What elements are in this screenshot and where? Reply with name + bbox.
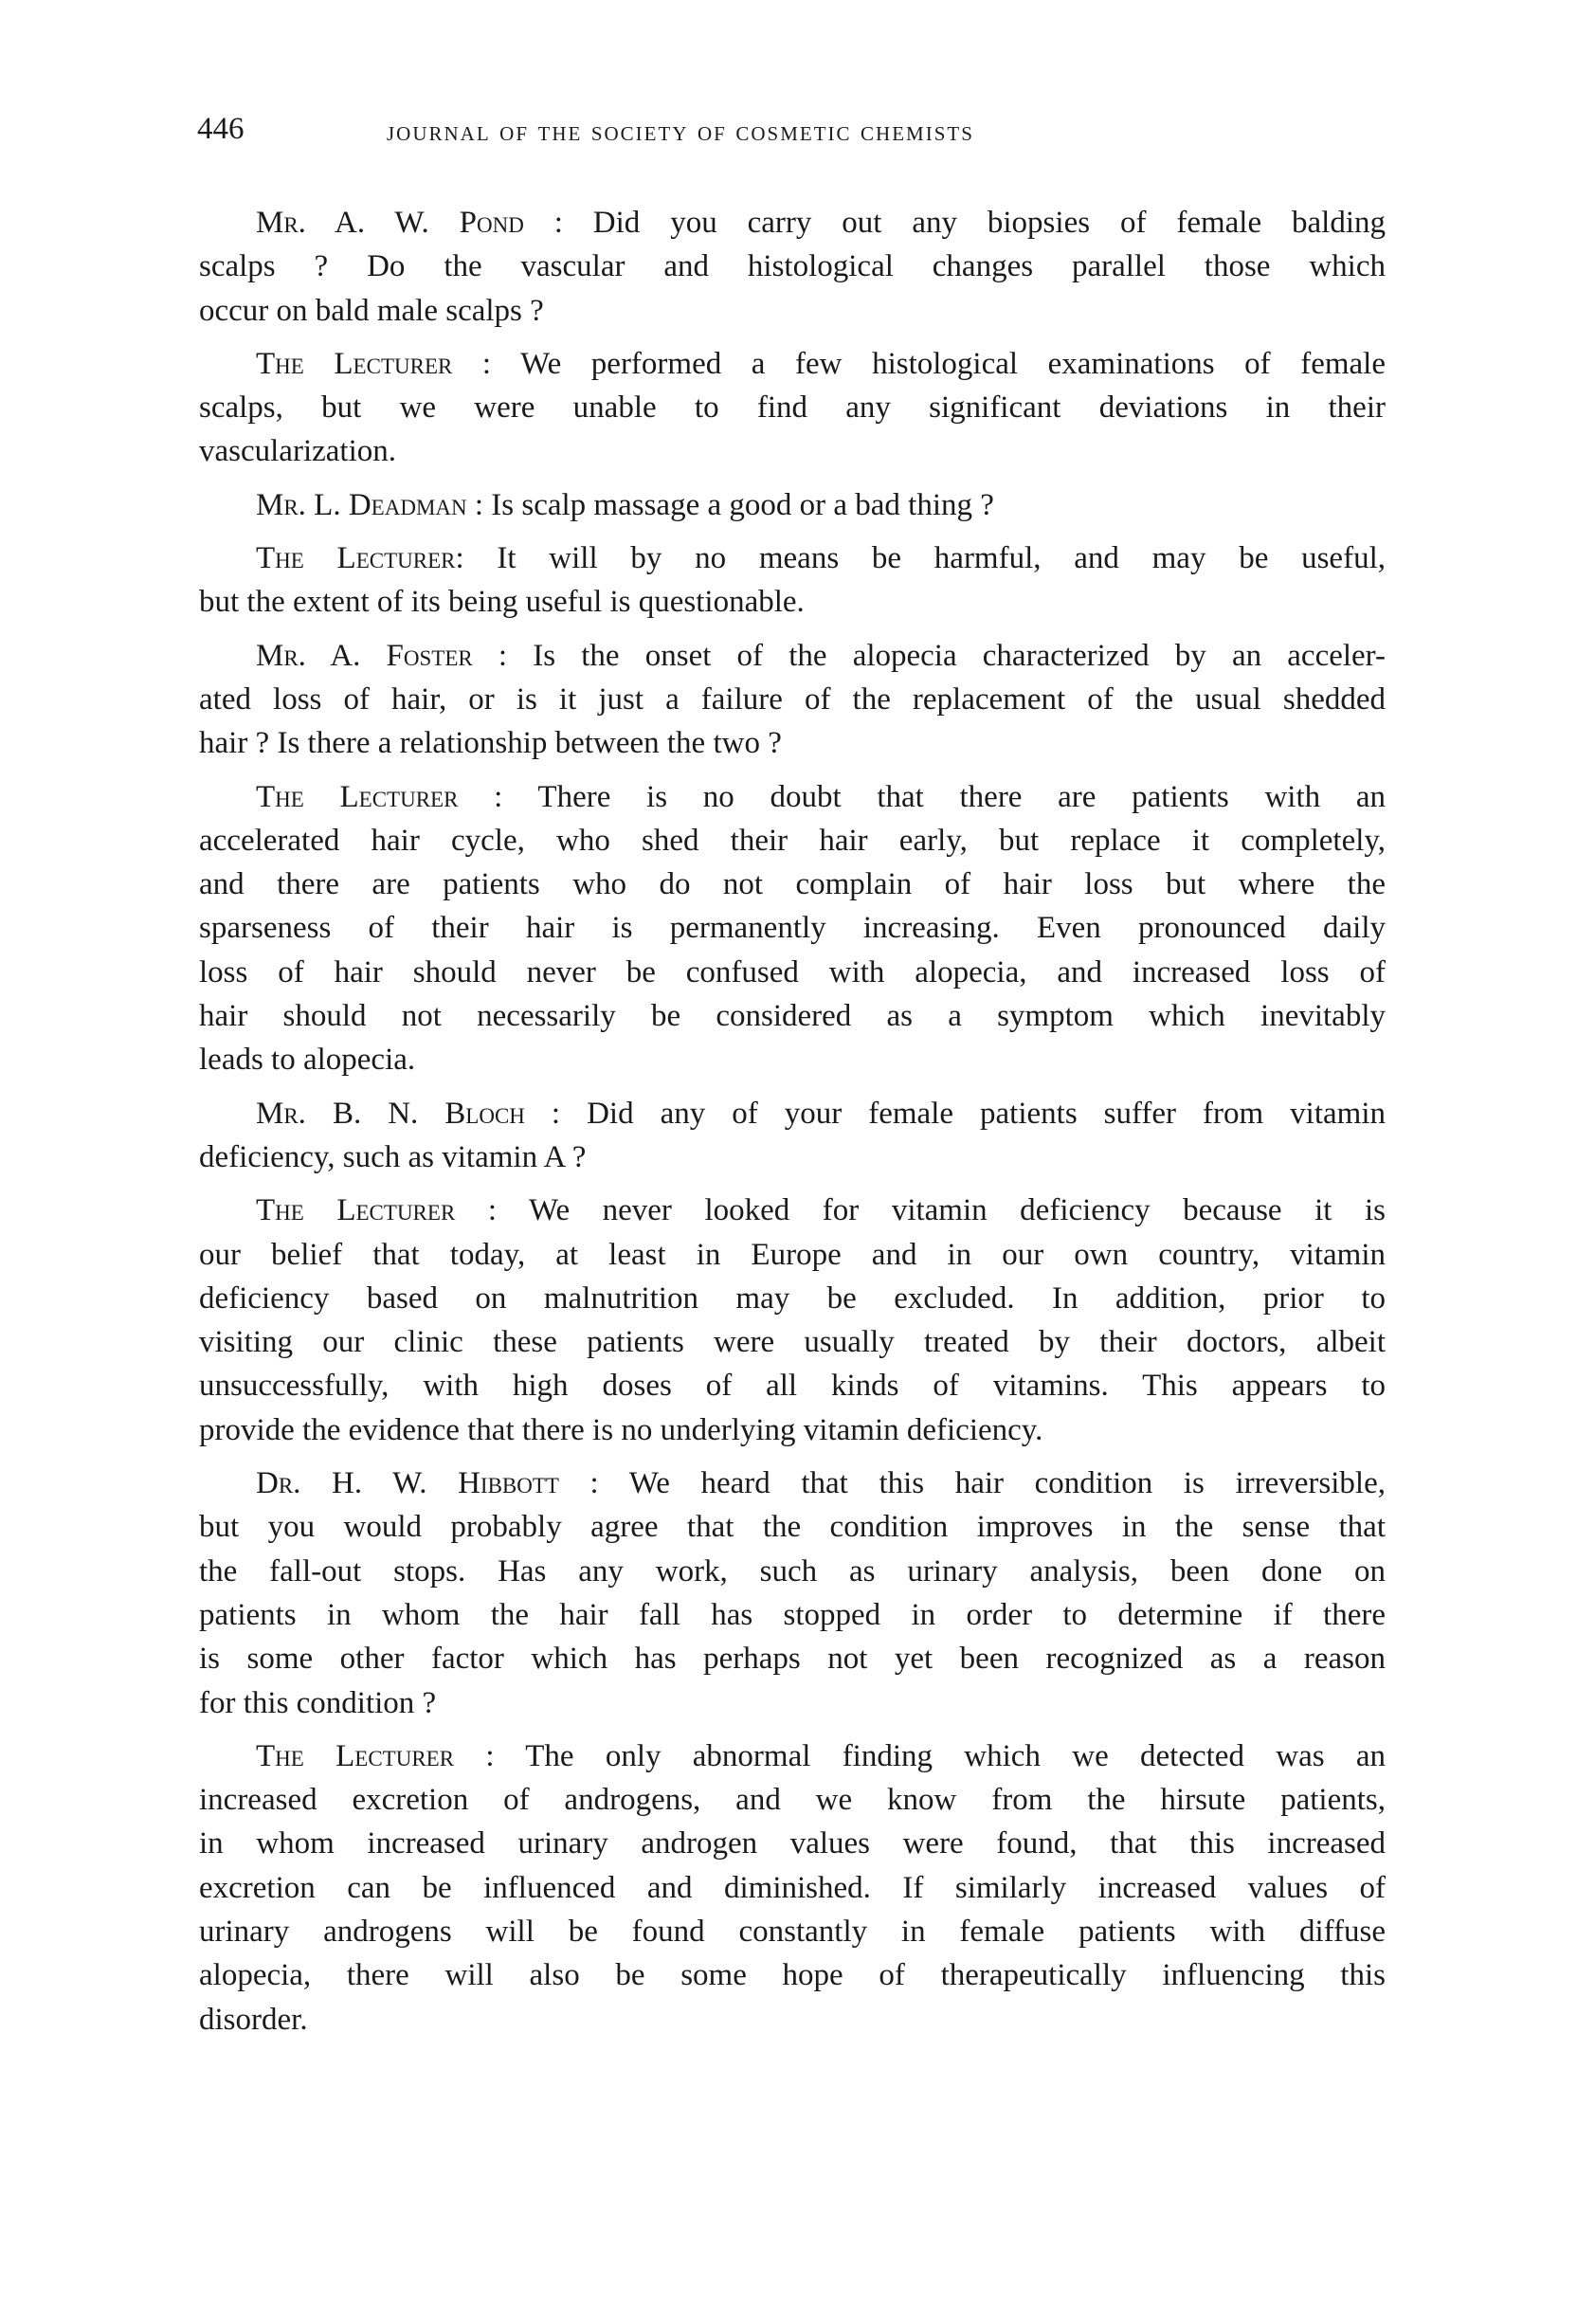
text-line [199, 634, 1386, 678]
line-text: is some other factor which has perhaps not yet been recognized as a reason [199, 1642, 1386, 1677]
discussion-paragraph [199, 342, 1386, 474]
line-text: leads to alopecia. [199, 1043, 416, 1078]
discussion-paragraph [199, 1189, 1386, 1452]
line-text: : We heard that this hair condition is irreversible, [558, 1466, 1386, 1501]
text-line [199, 580, 1386, 624]
page-number: 446 [197, 112, 245, 146]
discussion-paragraph [199, 634, 1386, 766]
line-text: : Did any of your female patients suffer from vitamin [524, 1096, 1386, 1131]
line-text: for this condition ? [199, 1685, 437, 1720]
line-text: ated loss of hair, or is it just a failure of the replacement of the usual shedded [199, 681, 1386, 717]
text-line [199, 775, 1386, 819]
text-line [199, 536, 1386, 580]
text-line [199, 1320, 1386, 1364]
text-line [199, 1593, 1386, 1637]
text-line [199, 1505, 1386, 1549]
speaker-name: The Lecturer [256, 1738, 455, 1773]
text-line [199, 721, 1386, 765]
text-line [199, 862, 1386, 906]
text-line [199, 1233, 1386, 1277]
line-text: increased excretion of androgens, and we know from the hirsute patients, [199, 1783, 1386, 1818]
text-line [199, 1364, 1386, 1407]
text-line [199, 819, 1386, 862]
discussion-body [199, 201, 1386, 2051]
line-text: urinary androgens will be found constantly in female patients with diffuse [199, 1914, 1386, 1949]
text-line [199, 1681, 1386, 1725]
text-line [199, 429, 1386, 473]
speaker-name: The Lecturer [256, 779, 459, 814]
discussion-paragraph [199, 536, 1386, 625]
line-text: disorder. [199, 2002, 308, 2037]
running-header [197, 112, 1391, 154]
line-text: provide the evidence that there is no underlying vitamin deficiency. [199, 1412, 1043, 1447]
line-text: : Is scalp massage a good or a bad thing ? [466, 487, 994, 522]
discussion-paragraph [199, 1462, 1386, 1725]
discussion-paragraph [199, 1092, 1386, 1180]
line-text: excretion can be influenced and diminished. If similarly increased values of [199, 1870, 1386, 1905]
text-line [199, 1998, 1386, 2042]
text-line [199, 1734, 1386, 1778]
text-line [199, 951, 1386, 994]
line-text: alopecia, there will also be some hope of therapeutically influencing this [199, 1958, 1386, 1993]
discussion-paragraph [199, 1734, 1386, 2042]
text-line [199, 483, 1386, 527]
line-text: our belief that today, at least in Europe and in our own country, vitamin [199, 1237, 1386, 1272]
discussion-paragraph [199, 201, 1386, 333]
text-line [199, 289, 1386, 333]
line-text: accelerated hair cycle, who shed their hair early, but replace it completely, [199, 823, 1386, 858]
line-text: visiting our clinic these patients were usually treated by their doctors, albeit [199, 1325, 1386, 1360]
text-line [199, 1135, 1386, 1179]
text-line [199, 1866, 1386, 1910]
speaker-name: Mr. L. Deadman [256, 487, 467, 522]
line-text: : It will by no means be harmful, and may be useful, [455, 541, 1386, 576]
text-line [199, 1953, 1386, 1997]
line-text: hair should not necessarily be considered as a symptom which inevitably [199, 999, 1386, 1034]
speaker-name: Mr. B. N. Bloch [256, 1096, 525, 1131]
text-line [199, 1822, 1386, 1865]
line-text: : There is no doubt that there are patients with an [458, 779, 1386, 814]
speaker-name: Mr. A. W. Pond [256, 206, 524, 240]
line-text: unsuccessfully, with high doses of all kinds of vitamins. This appears to [199, 1369, 1386, 1404]
text-line [199, 1550, 1386, 1593]
text-line [199, 1277, 1386, 1320]
line-text: loss of hair should never be confused with alopecia, and increased loss of [199, 954, 1386, 990]
line-text: vascularization. [199, 434, 396, 469]
line-text: but the extent of its being useful is questionable. [199, 585, 805, 620]
text-line [199, 201, 1386, 245]
text-line [199, 245, 1386, 288]
discussion-paragraph [199, 483, 1386, 527]
line-text: in whom increased urinary androgen values were found, that this increased [199, 1826, 1386, 1861]
line-text: : Did you carry out any biopsies of female balding [523, 206, 1386, 240]
line-text: sparseness of their hair is permanently increasing. Even pronounced daily [199, 911, 1386, 946]
text-line [199, 1092, 1386, 1135]
speaker-name: The Lecturer [256, 541, 456, 576]
line-text: : Is the onset of the alopecia characterized by an acceler- [472, 638, 1386, 673]
text-line [199, 1462, 1386, 1505]
speaker-name: The Lecturer [256, 1193, 456, 1228]
discussion-paragraph [199, 775, 1386, 1082]
text-line [199, 1408, 1386, 1452]
line-text: scalps ? Do the vascular and histological changes parallel those which [199, 249, 1386, 284]
speaker-name: The Lecturer [256, 346, 453, 381]
text-line [199, 1637, 1386, 1680]
text-line [199, 1910, 1386, 1953]
line-text: and there are patients who do not complain of hair loss but where the [199, 867, 1386, 902]
speaker-name: Mr. A. Foster [256, 638, 473, 673]
text-line [199, 386, 1386, 429]
line-text: hair ? Is there a relationship between the two ? [199, 726, 782, 761]
line-text: scalps, but we were unable to find any significant deviations in their [199, 390, 1386, 426]
text-line [199, 1038, 1386, 1081]
line-text: patients in whom the hair fall has stopped in order to determine if there [199, 1597, 1386, 1632]
line-text: : The only abnormal finding which we detected was an [454, 1738, 1386, 1773]
text-line [199, 994, 1386, 1038]
line-text: : We never looked for vitamin deficiency because it is [455, 1193, 1386, 1228]
line-text: deficiency, such as vitamin A ? [199, 1139, 587, 1174]
running-title: journal of the society of cosmetic chemists [387, 116, 974, 147]
text-line [199, 906, 1386, 950]
line-text: but you would probably agree that the condition improves in the sense that [199, 1510, 1386, 1545]
speaker-name: Dr. H. W. Hibbott [256, 1466, 559, 1501]
text-line [199, 1778, 1386, 1822]
line-text: : We performed a few histological examinations of female [452, 346, 1386, 381]
line-text: deficiency based on malnutrition may be excluded. In addition, prior to [199, 1280, 1386, 1316]
text-line [199, 678, 1386, 721]
line-text: the fall-out stops. Has any work, such as urinary analysis, been done on [199, 1553, 1386, 1589]
text-line [199, 1189, 1386, 1232]
text-line [199, 342, 1386, 386]
line-text: occur on bald male scalps ? [199, 293, 544, 328]
